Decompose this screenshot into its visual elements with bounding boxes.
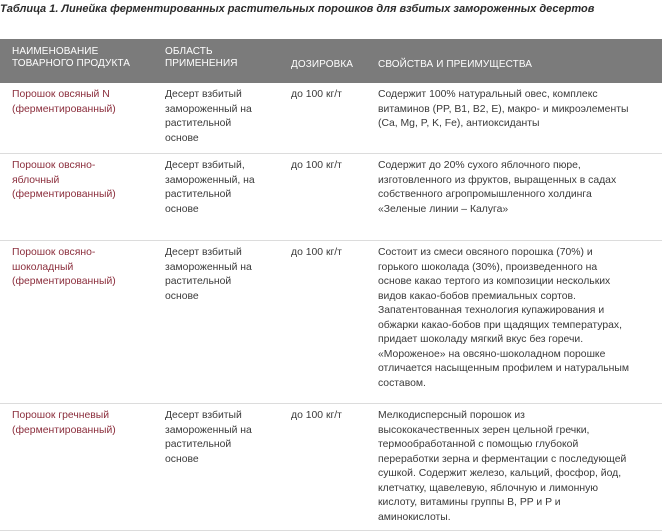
properties-cell: [378, 409, 660, 525]
properties-line: основе какао тертого из композиции нескольких: [378, 276, 611, 287]
table-caption: Таблица 1. Линейка ферментированных растительных порошков для взбитых замороженных десертов: [0, 3, 595, 15]
header-product-name: [12, 46, 152, 70]
product-name-line: (ферментированный): [12, 189, 116, 200]
header-dosage: [291, 59, 371, 71]
properties-cell: [378, 88, 660, 132]
properties-line: высококачественных зерен цельной гречки,: [378, 424, 590, 436]
application-line: Десерт взбитый: [165, 247, 242, 258]
properties-line: витаминов (PP, B1, B2, E), макро- и микроэлементы: [378, 103, 629, 115]
properties-line: видов какао-бобов премиальных сортов.: [378, 290, 576, 302]
product-name-line: яблочный: [12, 174, 60, 186]
properties-line: Мелкодисперсный порошок из: [378, 410, 525, 421]
application-line: замороженный, на: [165, 174, 255, 186]
product-name-cell: [12, 409, 154, 438]
application-cell: [165, 246, 283, 304]
header-properties: [378, 59, 658, 71]
properties-line: переработки зерна и ферментации с последующей: [378, 453, 627, 465]
application-line: растительной: [165, 439, 232, 450]
product-name-cell: [12, 88, 154, 117]
products-table: [0, 39, 662, 531]
application-cell: [165, 159, 283, 217]
header-text: ОБЛАСТЬ: [165, 46, 213, 57]
properties-line: Содержит до 20% сухого яблочного пюре,: [378, 160, 581, 171]
application-line: Десерт взбитый: [165, 410, 242, 421]
application-cell: [165, 88, 283, 146]
product-name-line: шоколадный: [12, 261, 74, 273]
properties-line: аминокислоты.: [378, 511, 451, 523]
application-line: растительной: [165, 276, 232, 287]
properties-line: клетчатку, щавелевую, яблочную и лимонную: [378, 482, 599, 494]
properties-cell: [378, 159, 660, 217]
properties-line: кислоту, витамины группы B, PP и P и: [378, 497, 561, 508]
dosage-line: до 100 кг/т: [291, 410, 342, 421]
table-row: [0, 154, 662, 241]
product-name-line: Порошок овсяно-: [12, 247, 96, 258]
header-text: НАИМЕНОВАНИЕ: [12, 46, 99, 57]
dosage-line: до 100 кг/т: [291, 247, 342, 258]
application-line: основе: [165, 453, 199, 465]
application-line: растительной: [165, 189, 232, 200]
properties-line: «Мороженое» на овсяно-шоколадном порошке: [378, 348, 606, 360]
application-line: растительной: [165, 118, 232, 129]
properties-line: горького шоколада (30%), произведенного на: [378, 261, 598, 273]
product-name-cell: [12, 246, 154, 290]
table-row: [0, 83, 662, 154]
properties-line: придает шоколаду мягкий вкус без горечи.: [378, 334, 584, 345]
dosage-cell: [291, 246, 371, 261]
application-line: замороженный на: [165, 424, 252, 436]
properties-line: собственного агропромышленного холдинга: [378, 189, 592, 200]
header-application: [165, 46, 275, 70]
properties-line: «Зеленые линии – Калуга»: [378, 203, 509, 215]
table-row: [0, 241, 662, 404]
dosage-cell: [291, 88, 371, 103]
header-text: ПРИМЕНЕНИЯ: [165, 58, 238, 69]
product-name-cell: [12, 159, 154, 203]
application-line: основе: [165, 290, 199, 302]
product-name-line: Порошок гречневый: [12, 410, 110, 421]
application-line: Десерт взбитый,: [165, 160, 245, 171]
table-body: [0, 83, 662, 531]
table-row: [0, 404, 662, 531]
properties-line: обжарки какао-бобов при щадящих температурах,: [378, 319, 623, 331]
properties-cell: [378, 246, 660, 391]
properties-line: сушкой. Содержит железо, кальций, фосфор, йод,: [378, 468, 622, 479]
application-cell: [165, 409, 283, 467]
dosage-cell: [291, 159, 371, 174]
application-line: основе: [165, 132, 199, 144]
product-name-line: Порошок овсяно-: [12, 160, 96, 171]
dosage-line: до 100 кг/т: [291, 160, 342, 171]
table-header: [0, 39, 662, 83]
application-line: Десерт взбитый: [165, 89, 242, 100]
product-name-line: (ферментированный): [12, 103, 116, 115]
dosage-cell: [291, 409, 371, 424]
properties-line: отличается насыщенным профилем и натуральным: [378, 363, 630, 374]
application-line: замороженный на: [165, 103, 252, 115]
properties-line: Запатентованная технология купажирования и: [378, 305, 605, 316]
properties-line: Содержит 100% натуральный овес, комплекс: [378, 89, 598, 100]
product-name-line: (ферментированный): [12, 424, 116, 436]
dosage-line: до 100 кг/т: [291, 89, 342, 100]
properties-line: составом.: [378, 377, 426, 389]
product-name-line: (ферментированный): [12, 276, 116, 287]
properties-line: Состоит из смеси овсяного порошка (70%) и: [378, 247, 593, 258]
product-name-line: Порошок овсяный N: [12, 89, 110, 100]
properties-line: изготовленного из фруктов, выращенных в садах: [378, 174, 617, 186]
properties-line: термообработанной с помощью глубокой: [378, 439, 579, 450]
application-line: замороженный на: [165, 261, 252, 273]
header-text: СВОЙСТВА И ПРЕИМУЩЕСТВА: [378, 59, 533, 70]
application-line: основе: [165, 203, 199, 215]
header-text: ТОВАРНОГО ПРОДУКТА: [12, 58, 131, 69]
header-text: ДОЗИРОВКА: [291, 59, 354, 70]
properties-line: (Ca, Mg, P, K, Fe), антиоксиданты: [378, 118, 540, 129]
